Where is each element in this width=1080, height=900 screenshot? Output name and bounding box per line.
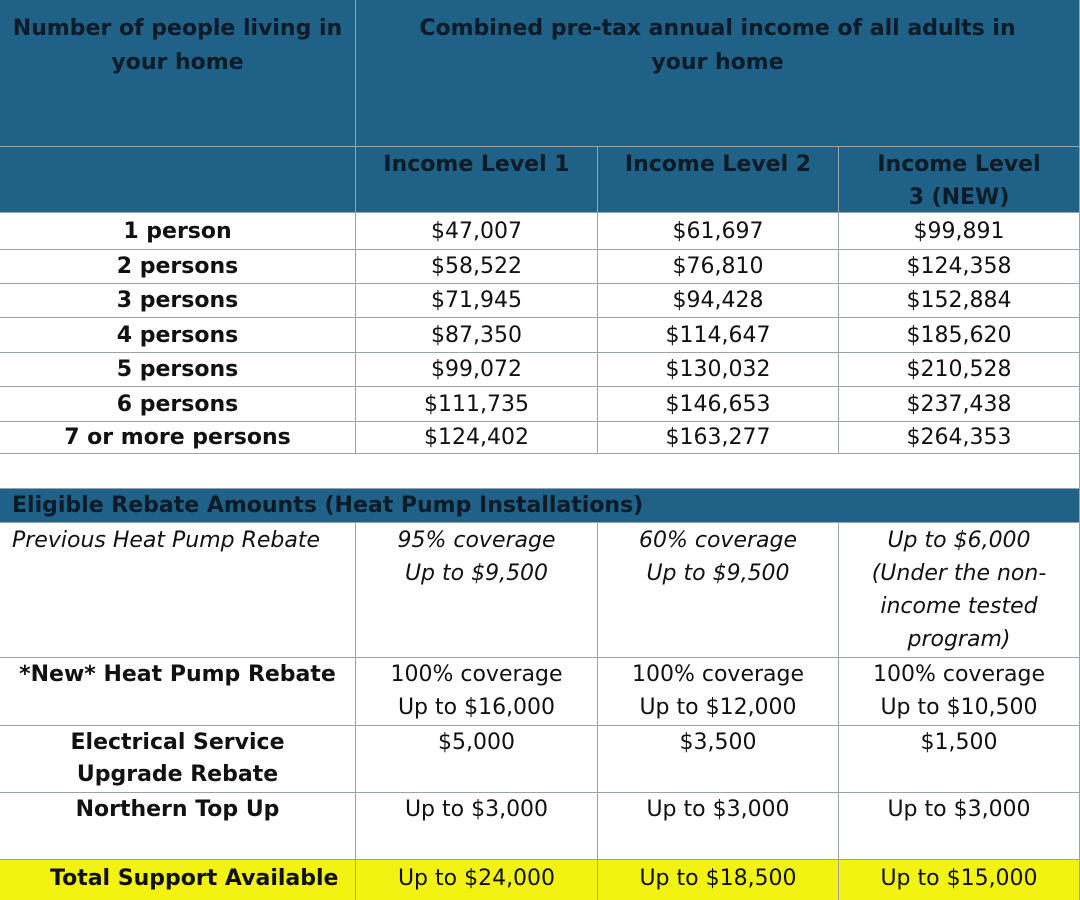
northern-topup-label: Northern Top Up xyxy=(0,793,356,860)
rebate-section-title: Eligible Rebate Amounts (Heat Pump Installations) xyxy=(0,489,1080,523)
total-support-l1: Up to $24,000 xyxy=(356,860,598,900)
income-row-value: $152,884 xyxy=(839,284,1080,318)
new-rebate-l3 xyxy=(839,658,1080,726)
income-row-value: $87,350 xyxy=(356,318,598,353)
electrical-rebate-l3: $1,500 xyxy=(839,726,1080,793)
new-rebate-l2 xyxy=(598,658,839,726)
income-row-value: $264,353 xyxy=(839,422,1080,454)
previous-l1-line2: Up to $9,500 xyxy=(404,561,549,586)
income-row-value: $124,358 xyxy=(839,250,1080,284)
income-row-label: 6 persons xyxy=(0,387,356,422)
previous-rebate-l2 xyxy=(598,523,839,658)
header-income-level-1: Income Level 1 xyxy=(356,147,598,213)
income-row-value: $99,072 xyxy=(356,353,598,387)
income-row-value: $99,891 xyxy=(839,213,1080,250)
income-row-label: 2 persons xyxy=(0,250,356,284)
income-row-value: $61,697 xyxy=(598,213,839,250)
income-row-value: $210,528 xyxy=(839,353,1080,387)
new-l3-line1: 100% coverage xyxy=(872,662,1046,687)
income-row-value: $114,647 xyxy=(598,318,839,353)
northern-topup-l3: Up to $3,000 xyxy=(839,793,1080,860)
income-row-label: 5 persons xyxy=(0,353,356,387)
income-row-value: $76,810 xyxy=(598,250,839,284)
total-support-label: Total Support Available xyxy=(0,860,356,900)
previous-rebate-l3 xyxy=(839,523,1080,658)
income-row-value: $185,620 xyxy=(839,318,1080,353)
previous-rebate-label: Previous Heat Pump Rebate xyxy=(0,523,356,658)
previous-l3-line4: program) xyxy=(907,627,1011,652)
previous-l1-line1: 95% coverage xyxy=(397,528,556,553)
northern-topup-l1: Up to $3,000 xyxy=(356,793,598,860)
previous-l2-line2: Up to $9,500 xyxy=(646,561,790,586)
spacer-row xyxy=(0,454,1080,489)
income-row-value: $111,735 xyxy=(356,387,598,422)
income-row-label: 3 persons xyxy=(0,284,356,318)
previous-l3-line3: income tested xyxy=(880,594,1038,619)
income-row-value: $94,428 xyxy=(598,284,839,318)
income-row-value: $237,438 xyxy=(839,387,1080,422)
income-row-value: $71,945 xyxy=(356,284,598,318)
income-row-value: $130,032 xyxy=(598,353,839,387)
electrical-rebate-label: Electrical Service Upgrade Rebate xyxy=(0,726,356,793)
income-row-value: $58,522 xyxy=(356,250,598,284)
new-rebate-l1 xyxy=(356,658,598,726)
previous-l2-line1: 60% coverage xyxy=(638,528,798,553)
new-l1-line1: 100% coverage xyxy=(390,662,563,687)
header-income-level-2: Income Level 2 xyxy=(598,147,839,213)
header-blank xyxy=(0,147,356,213)
income-row-label: 4 persons xyxy=(0,318,356,353)
new-l3-line2: Up to $10,500 xyxy=(880,695,1038,720)
new-l1-line2: Up to $16,000 xyxy=(397,695,556,720)
previous-rebate-l1 xyxy=(356,523,598,658)
income-row-value: $124,402 xyxy=(356,422,598,454)
total-support-l2: Up to $18,500 xyxy=(598,860,839,900)
northern-topup-l2: Up to $3,000 xyxy=(598,793,839,860)
header-income-level-3: Income Level 3 (NEW) xyxy=(839,147,1080,213)
total-support-l3: Up to $15,000 xyxy=(839,860,1080,900)
header-combined-income: Combined pre-tax annual income of all adults in your home xyxy=(356,0,1080,147)
new-l2-line2: Up to $12,000 xyxy=(639,695,797,720)
income-row-value: $47,007 xyxy=(356,213,598,250)
header-people-count: Number of people living in your home xyxy=(0,0,356,147)
income-row-label: 1 person xyxy=(0,213,356,250)
previous-l3-line2: (Under the non- xyxy=(871,561,1047,586)
electrical-rebate-l2: $3,500 xyxy=(598,726,839,793)
previous-l3-line1: Up to $6,000 xyxy=(887,528,1031,553)
income-row-value: $146,653 xyxy=(598,387,839,422)
income-row-label: 7 or more persons xyxy=(0,422,356,454)
income-row-value: $163,277 xyxy=(598,422,839,454)
new-rebate-label: *New* Heat Pump Rebate xyxy=(0,658,356,726)
new-l2-line1: 100% coverage xyxy=(631,662,805,687)
electrical-rebate-l1: $5,000 xyxy=(356,726,598,793)
